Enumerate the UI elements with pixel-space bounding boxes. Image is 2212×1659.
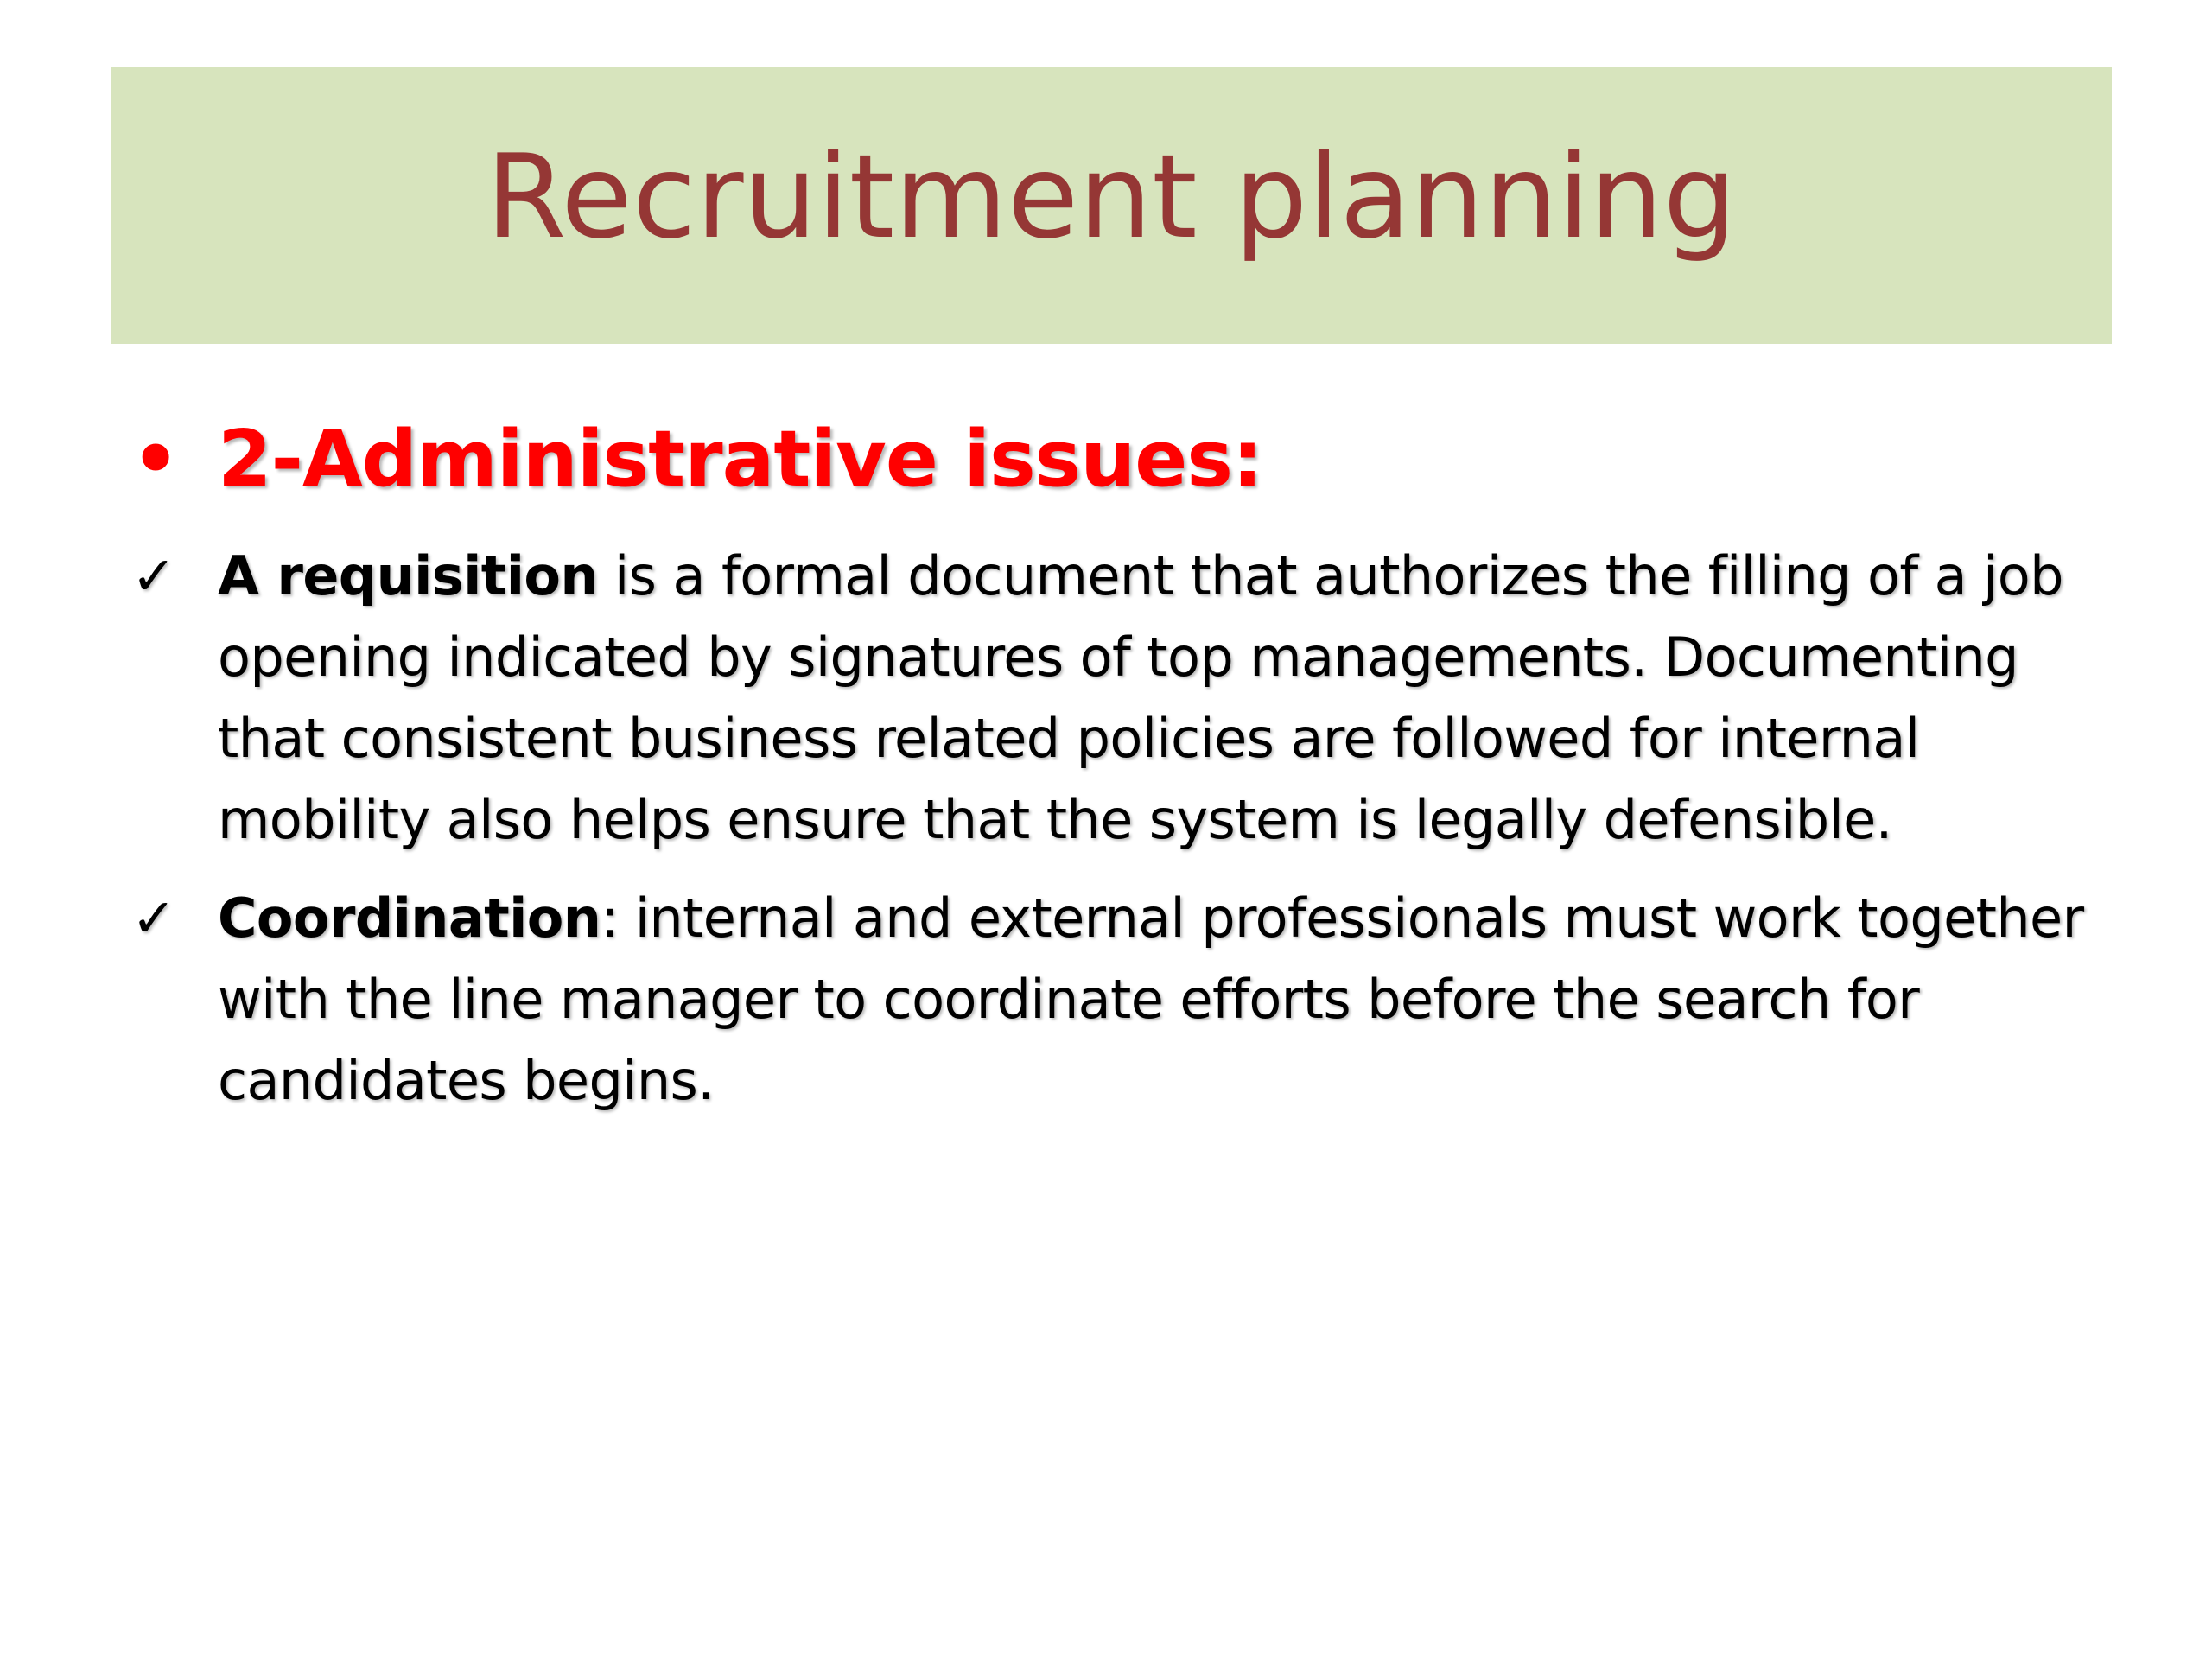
list-item-text [218, 536, 2119, 861]
checkmark-icon: ✓ [131, 887, 176, 950]
list-item-description: : internal and external professionals must work together with the line manager to coordinate efforts before the search for candidates begins. [218, 887, 2084, 1112]
heading-row [131, 413, 2119, 506]
list-item-term: A requisition [218, 544, 598, 607]
bullet-icon: • [131, 415, 181, 504]
bullet-list [131, 536, 2119, 1139]
section-heading: 2-Administrative issues: [218, 414, 1262, 505]
checkmark-icon: ✓ [131, 544, 176, 607]
list-item-term: Coordination [218, 887, 601, 950]
list-item-requisition [131, 536, 2119, 861]
list-item-description: is a formal document that authorizes the filling of a job opening indicated by signatures of top managements. Documenting that consistent business related policies are followed for internal mobility also helps ensure that the system is legally defensible. [218, 544, 2063, 851]
title-bar [111, 67, 2112, 344]
list-item-text [218, 878, 2119, 1122]
slide-title: Recruitment planning [486, 130, 1737, 264]
list-item-coordination [131, 878, 2119, 1122]
